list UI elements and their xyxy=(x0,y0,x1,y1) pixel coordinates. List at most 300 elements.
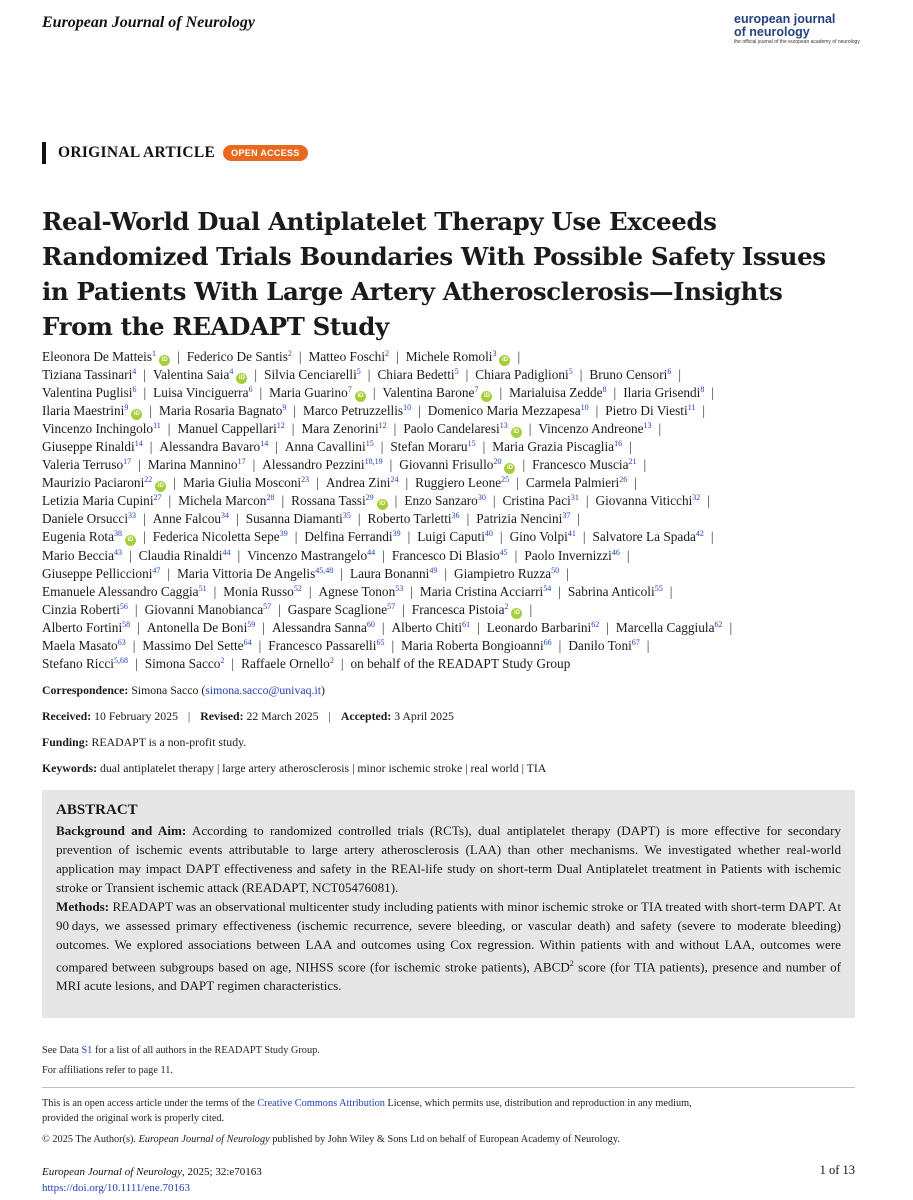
author-separator: | xyxy=(137,619,140,635)
affiliation-number[interactable]: 40 xyxy=(484,529,493,539)
author-name: Giovanni Frisullo xyxy=(399,457,494,473)
abstract-background xyxy=(56,821,841,897)
affiliation-number[interactable]: 61 xyxy=(462,619,471,629)
accepted-date: 3 April 2025 xyxy=(394,709,454,723)
affiliation-number[interactable]: 5,68 xyxy=(114,655,129,665)
author-name: Raffaele Ornello xyxy=(241,655,330,671)
affiliation-number[interactable]: 57 xyxy=(263,601,272,611)
affiliation-number[interactable]: 4 xyxy=(132,367,137,377)
author-separator: | xyxy=(173,475,176,491)
author-line xyxy=(42,438,872,456)
author-name: Ilaria Grisendi xyxy=(623,385,701,401)
affiliation-number[interactable]: 59 xyxy=(247,619,256,629)
author-name: Laura Bonanni xyxy=(349,565,430,581)
affiliation-number[interactable]: 39 xyxy=(279,529,288,539)
author-name: Giuseppe Rinaldi xyxy=(42,439,135,455)
license-note xyxy=(42,1096,692,1126)
author-name: Claudia Rinaldi xyxy=(138,547,223,563)
affiliation-number[interactable]: 2 xyxy=(329,655,334,665)
affiliation-number[interactable]: 57 xyxy=(387,601,396,611)
affiliation-number[interactable]: 8 xyxy=(602,385,607,395)
article-title xyxy=(42,204,862,344)
affiliation-number[interactable]: 17 xyxy=(123,457,132,467)
author-separator: | xyxy=(316,475,319,491)
journal-logo[interactable] xyxy=(734,13,874,46)
affiliation-number[interactable]: 45,48 xyxy=(315,565,334,575)
affiliation-number[interactable]: 2 xyxy=(504,601,509,611)
affiliation-number[interactable]: 17 xyxy=(237,457,246,467)
author-separator: | xyxy=(143,529,146,545)
copyright-journal: European Journal of Neurology xyxy=(138,1134,270,1145)
date-separator: | xyxy=(187,709,191,723)
affiliation-number[interactable]: 11 xyxy=(153,421,161,431)
author-name: Luigi Caputi xyxy=(417,529,485,545)
author-separator: | xyxy=(231,655,235,671)
affiliation-number[interactable]: 6 xyxy=(248,385,253,395)
affiliation-number[interactable]: 45 xyxy=(499,547,508,557)
author-name: Giuseppe Pelliccioni xyxy=(42,565,153,581)
author-separator: | xyxy=(167,421,171,437)
affiliation-number[interactable]: 3 xyxy=(492,349,497,358)
author-separator: | xyxy=(132,637,136,653)
orcid-icon[interactable]: iD xyxy=(155,481,166,492)
author-line xyxy=(42,637,872,655)
author-name: Francesco Passarelli xyxy=(268,637,377,653)
affiliation-number[interactable]: 37 xyxy=(562,511,571,521)
article-type-bar xyxy=(42,142,46,164)
author-name: Michele Romoli xyxy=(405,349,493,364)
footer-journal: European Journal of Neurology xyxy=(42,1166,183,1178)
correspondence-email-link[interactable]: simona.sacco@univaq.it xyxy=(205,683,321,697)
author-separator: | xyxy=(418,403,421,419)
author-name: Tiziana Tassinari xyxy=(42,367,133,383)
author-separator: | xyxy=(410,583,413,599)
author-separator: | xyxy=(278,601,281,617)
author-name: Letizia Maria Cupini xyxy=(42,493,154,509)
affiliation-number[interactable]: 47 xyxy=(152,565,161,575)
orcid-icon[interactable]: iD xyxy=(511,427,522,438)
affiliation-number[interactable]: 9 xyxy=(282,403,287,413)
author-separator: | xyxy=(213,583,217,599)
author-separator: | xyxy=(529,601,533,617)
author-separator: | xyxy=(558,637,562,653)
affiliation-number[interactable]: 22 xyxy=(144,475,153,485)
affiliation-number[interactable]: 36 xyxy=(451,511,460,521)
affiliation-number[interactable]: 56 xyxy=(119,601,128,611)
orcid-icon[interactable]: iD xyxy=(131,409,142,420)
author-name: Mara Zenorini xyxy=(301,421,379,437)
author-name: Gino Volpi xyxy=(509,529,568,545)
author-name: Chiara Bedetti xyxy=(377,367,455,383)
affiliation-number[interactable]: 24 xyxy=(390,475,399,485)
affiliation-number[interactable]: 49 xyxy=(429,565,438,575)
author-name: Gaspare Scaglione xyxy=(287,601,388,617)
methods-text-cont: score (for TIA patients), presence and number of MRI acute lesions, and DAPT regimen characteristics. xyxy=(56,959,841,994)
author-separator: | xyxy=(396,349,399,364)
author-name: Sabrina Anticoli xyxy=(567,583,655,599)
see-data-note xyxy=(42,1045,320,1056)
affiliation-number[interactable]: 51 xyxy=(198,583,207,593)
affiliation-number[interactable]: 11 xyxy=(687,403,696,413)
orcid-icon[interactable]: iD xyxy=(125,535,136,546)
author-separator: | xyxy=(275,439,278,455)
author-line xyxy=(42,655,872,673)
author-name: Chiara Padiglioni xyxy=(475,367,569,383)
article-dates xyxy=(42,709,454,724)
affiliation-number[interactable]: 43 xyxy=(114,547,122,557)
author-name: Leonardo Barbarini xyxy=(486,619,592,635)
author-separator: | xyxy=(357,511,361,527)
author-name: Ilaria Maestrini xyxy=(42,403,125,419)
author-separator: | xyxy=(380,439,384,455)
author-line xyxy=(42,565,872,583)
author-line xyxy=(42,583,872,601)
affiliation-number[interactable]: 27 xyxy=(153,493,162,503)
author-name: Matteo Foschi xyxy=(308,349,386,364)
affiliation-number[interactable]: 41 xyxy=(567,529,576,539)
author-name: Ruggiero Leone xyxy=(415,475,502,491)
supplementary-data-link[interactable]: S1 xyxy=(81,1045,93,1056)
affiliation-number[interactable]: 39 xyxy=(392,529,401,539)
author-separator: | xyxy=(658,421,662,437)
author-separator: | xyxy=(389,457,393,473)
affiliation-number[interactable]: 20 xyxy=(493,457,502,467)
affiliation-number[interactable]: 66 xyxy=(543,637,552,647)
date-separator: | xyxy=(328,709,331,723)
author-name: Daniele Orsucci xyxy=(42,511,129,527)
affiliation-number[interactable]: 9 xyxy=(124,403,129,413)
author-name: Marialuisa Zedde xyxy=(509,385,603,401)
affiliation-number[interactable]: 67 xyxy=(631,637,640,647)
affiliation-number[interactable]: 1 xyxy=(152,349,157,358)
author-separator: | xyxy=(492,493,496,509)
author-name: Salvatore La Spada xyxy=(592,529,696,545)
affiliation-number[interactable]: 13 xyxy=(643,421,652,431)
author-name: Paolo Candelaresi xyxy=(403,421,500,437)
affiliation-number[interactable]: 46 xyxy=(611,547,620,557)
author-separator: | xyxy=(291,421,295,437)
author-separator: | xyxy=(405,475,409,491)
author-separator: | xyxy=(514,547,518,563)
page-number: 1 of 13 xyxy=(819,1163,855,1177)
affiliation-number[interactable]: 54 xyxy=(543,583,552,593)
author-line xyxy=(42,384,872,402)
author-name: Monia Russo xyxy=(223,583,294,599)
author-name: Alberto Fortini xyxy=(42,619,123,635)
title-line: From the READAPT Study xyxy=(42,312,389,341)
author-separator: | xyxy=(626,547,630,563)
affiliation-number[interactable]: 23 xyxy=(301,475,310,485)
author-name: Paolo Invernizzi xyxy=(524,547,612,563)
author-separator: | xyxy=(382,547,385,563)
author-separator: | xyxy=(149,403,153,419)
author-separator: | xyxy=(482,439,486,455)
title-line: Real-World Dual Antiplatelet Therapy Use Exceeds xyxy=(42,207,717,236)
affiliation-number[interactable]: 8 xyxy=(700,385,705,395)
author-separator: | xyxy=(407,529,411,545)
affiliation-number[interactable]: 53 xyxy=(395,583,404,593)
author-name: Eugenia Rota xyxy=(42,529,115,545)
affiliation-number[interactable]: 12 xyxy=(276,421,285,431)
author-name: Anna Cavallini xyxy=(284,439,366,455)
orcid-icon[interactable]: iD xyxy=(511,608,522,619)
creative-commons-link[interactable]: Creative Commons Attribution xyxy=(257,1098,385,1109)
author-name: Cristina Paci xyxy=(502,493,571,509)
affiliation-number[interactable]: 60 xyxy=(366,619,375,629)
author-name: Federica Nicoletta Sepe xyxy=(152,529,280,545)
author-name: Maria Guarino xyxy=(269,385,348,401)
author-separator: | xyxy=(258,637,262,653)
see-data-post: for a list of all authors in the READAPT Study Group. xyxy=(92,1045,320,1056)
affiliation-number[interactable]: 64 xyxy=(243,637,252,647)
logo-line-1: european journal xyxy=(734,12,836,26)
author-separator: | xyxy=(444,565,448,581)
author-name: Luisa Vinciguerra xyxy=(153,385,249,401)
author-name: Michela Marcon xyxy=(178,493,267,509)
author-name: Simona Sacco xyxy=(144,655,221,671)
affiliation-number[interactable]: 55 xyxy=(654,583,663,593)
author-separator: | xyxy=(711,385,715,401)
affiliation-number[interactable]: 18,19 xyxy=(364,457,383,467)
author-name: Emanuele Alessandro Caggia xyxy=(42,583,199,599)
author-separator: | xyxy=(372,385,376,401)
logo-line-2: of neurology xyxy=(734,25,810,39)
article-type xyxy=(42,142,308,164)
affiliation-number[interactable]: 6 xyxy=(667,367,672,377)
author-separator: | xyxy=(566,565,569,581)
author-name: Maria Cristina Acciarri xyxy=(419,583,544,599)
copyright-note xyxy=(42,1134,620,1145)
author-name: Cinzia Roberti xyxy=(42,601,120,617)
doi-link[interactable]: https://doi.org/10.1111/ene.70163 xyxy=(42,1182,190,1194)
affiliation-number[interactable]: 62 xyxy=(714,619,723,629)
orcid-icon[interactable]: iD xyxy=(355,391,366,402)
affiliation-number[interactable]: 5 xyxy=(568,367,573,377)
license-post: License, which permits use, distribution and reproduction in any medium, xyxy=(384,1098,692,1109)
keywords-label: Keywords: xyxy=(42,761,98,775)
author-separator: | xyxy=(595,403,599,419)
affiliation-number[interactable]: 33 xyxy=(128,511,137,521)
author-separator: | xyxy=(477,619,480,635)
author-separator: | xyxy=(522,457,526,473)
copyright-pre: © 2025 The Author(s). xyxy=(42,1134,139,1145)
author-line xyxy=(42,402,872,420)
received-label: Received: xyxy=(42,709,92,723)
affiliation-number[interactable]: 44 xyxy=(367,547,376,557)
author-separator: | xyxy=(298,349,302,364)
author-separator: | xyxy=(391,637,395,653)
affiliation-number[interactable]: 58 xyxy=(122,619,131,629)
keywords-text: dual antiplatelet therapy | large artery atherosclerosis | minor ischemic stroke | real world | TIA xyxy=(100,761,547,775)
title-line: in Patients With Large Artery Atherosclerosis—Insights xyxy=(42,277,783,306)
author-separator: | xyxy=(466,511,470,527)
author-name: Marco Petruzzellis xyxy=(303,403,404,419)
affiliation-number[interactable]: 32 xyxy=(692,493,701,503)
affiliation-number[interactable]: 7 xyxy=(347,385,352,395)
affiliation-number[interactable]: 29 xyxy=(365,493,374,503)
author-name: Patrizia Nencini xyxy=(476,511,563,527)
author-name: Maela Masato xyxy=(42,637,118,653)
author-separator: | xyxy=(516,475,519,491)
orcid-icon[interactable]: iD xyxy=(499,355,510,366)
affiliation-number[interactable]: 2 xyxy=(385,349,390,358)
author-separator: | xyxy=(558,583,561,599)
affiliation-number[interactable]: 10 xyxy=(403,403,412,413)
affiliation-number[interactable]: 13 xyxy=(499,421,508,431)
author-line xyxy=(42,420,872,438)
affiliation-number[interactable]: 31 xyxy=(570,493,579,503)
author-name: Maria Vittoria De Angelis xyxy=(177,565,316,581)
background-text: According to randomized controlled trials (RCTs), dual antiplatelet therapy (DAPT) is more effective for secondary prevention of ischemic events attributable to large artery atherosclerosis (LAA) than other mechanisms. We investigated whether real-world application may impact DAPT effectiveness and safety in the REAl-life study on short-term Dual Antiplatelet treatment in Patients with ischemic stroke or Transient ischemic attack (READAPT, NCT05476081). xyxy=(56,823,841,895)
author-name: Antonella De Boni xyxy=(146,619,248,635)
methods-text: READAPT was an observational multicenter study including patients with minor ischemic stroke or TIA treated with short-term DAPT. At 90 days, we assessed primary effectiveness (ischemic recurrence, severe bleeding, or vascular death) and safety (severe to moderate bleeding) outcomes. We explored associations between LAA and outcomes using Cox regression. Within patients with and without LAA, outcomes were compared between subgroups based on age, NIHSS score (for ischemic stroke patients), ABCD xyxy=(56,899,841,975)
orcid-icon[interactable]: iD xyxy=(377,499,388,510)
author-separator: | xyxy=(129,547,132,563)
author-separator: | xyxy=(381,619,385,635)
author-separator: | xyxy=(613,385,617,401)
author-line xyxy=(42,547,872,565)
affiliation-number[interactable]: 6 xyxy=(132,385,137,395)
affiliation-number[interactable]: 30 xyxy=(477,493,486,503)
author-name: Francesco Di Blasio xyxy=(391,547,500,563)
author-name: Valentina Puglisi xyxy=(42,385,133,401)
author-name: Maurizio Paciaroni xyxy=(42,475,145,491)
author-separator: | xyxy=(499,385,503,401)
affiliation-number[interactable]: 5 xyxy=(356,367,361,377)
affiliation-number[interactable]: 7 xyxy=(474,385,479,395)
correspondence-label: Correspondence: xyxy=(42,683,129,697)
revised-label: Revised: xyxy=(200,709,244,723)
author-name: Carmela Palmieri xyxy=(525,475,620,491)
author-separator: | xyxy=(702,403,706,419)
affiliation-number[interactable]: 28 xyxy=(266,493,275,503)
license-line-1 xyxy=(42,1096,692,1111)
affiliation-number[interactable]: 4 xyxy=(229,367,234,377)
affiliation-number[interactable]: 14 xyxy=(260,439,269,449)
author-separator: | xyxy=(259,385,263,401)
author-name: Enzo Sanzaro xyxy=(404,493,478,509)
author-name: Stefan Moraru xyxy=(390,439,468,455)
affiliations-note: For affiliations refer to page 11. xyxy=(42,1065,173,1076)
author-separator: | xyxy=(669,583,673,599)
affiliation-number[interactable]: 52 xyxy=(293,583,302,593)
author-line xyxy=(42,456,872,474)
author-separator: | xyxy=(465,367,469,383)
author-separator: | xyxy=(138,457,141,473)
author-name: Maria Grazia Piscaglia xyxy=(492,439,615,455)
correspondence xyxy=(42,683,325,698)
author-separator: | xyxy=(134,601,138,617)
author-name: Vincenzo Andreone xyxy=(538,421,644,437)
affiliation-number[interactable]: 25 xyxy=(501,475,510,485)
license-line-2: provided the original work is properly cited. xyxy=(42,1113,225,1124)
author-name: Andrea Zini xyxy=(325,475,391,491)
affiliation-number[interactable]: 5 xyxy=(454,367,459,377)
author-separator: | xyxy=(143,511,146,527)
author-name: Francesco Muscia xyxy=(532,457,629,473)
revised-date: 22 March 2025 xyxy=(246,709,319,723)
received-date: 10 February 2025 xyxy=(94,709,178,723)
footer-citation-line xyxy=(42,1164,262,1180)
affiliation-number[interactable]: 63 xyxy=(117,637,126,647)
author-name: Domenico Maria Mezzapesa xyxy=(427,403,581,419)
affiliation-number[interactable]: 10 xyxy=(580,403,589,413)
author-name: Federico De Santis xyxy=(186,349,288,364)
author-separator: | xyxy=(149,439,153,455)
affiliation-number[interactable]: 14 xyxy=(134,439,143,449)
author-separator: | xyxy=(254,367,258,383)
author-separator: | xyxy=(629,439,632,455)
author-name: Francesca Pistoia xyxy=(411,601,505,617)
author-name: Susanna Diamanti xyxy=(245,511,343,527)
author-separator: | xyxy=(729,619,733,635)
affiliation-number[interactable]: 50 xyxy=(551,565,560,575)
affiliation-number[interactable]: 38 xyxy=(114,529,123,539)
affiliation-number[interactable]: 2 xyxy=(287,349,292,358)
affiliation-number[interactable]: 42 xyxy=(695,529,704,539)
affiliation-number[interactable]: 35 xyxy=(342,511,351,521)
author-separator: | xyxy=(167,565,171,581)
affiliation-number[interactable]: 44 xyxy=(222,547,231,557)
affiliation-number[interactable]: 2 xyxy=(220,655,225,665)
author-name: Giovanna Viticchi xyxy=(595,493,693,509)
author-name: Anne Falcou xyxy=(152,511,222,527)
author-name: Silvia Cenciarelli xyxy=(264,367,357,383)
author-name: Valentina Saia xyxy=(152,367,230,383)
author-separator: | xyxy=(236,511,239,527)
orcid-icon[interactable]: iD xyxy=(236,373,247,384)
orcid-icon[interactable]: iD xyxy=(159,355,170,366)
affiliation-number[interactable]: 12 xyxy=(378,421,387,431)
author-name: Alberto Chiti xyxy=(391,619,463,635)
author-name: Rossana Tassi xyxy=(291,493,366,509)
author-separator: | xyxy=(252,457,256,473)
affiliation-number[interactable]: 21 xyxy=(628,457,637,467)
abstract-heading: ABSTRACT xyxy=(56,802,138,818)
author-name: Marina Mannino xyxy=(147,457,238,473)
author-name: Giampietro Ruzza xyxy=(454,565,552,581)
author-name: Manuel Cappellari xyxy=(177,421,277,437)
affiliation-number[interactable]: 16 xyxy=(614,439,623,449)
author-name: Maria Roberta Bongioanni xyxy=(401,637,544,653)
methods-label: Methods: xyxy=(56,899,110,914)
author-separator: | xyxy=(394,493,398,509)
orcid-icon[interactable]: iD xyxy=(481,391,492,402)
open-access-badge[interactable]: OPEN ACCESS xyxy=(223,145,307,161)
abstract-box xyxy=(42,790,855,1018)
author-separator: | xyxy=(710,529,714,545)
affiliation-number[interactable]: 34 xyxy=(221,511,230,521)
affiliation-number[interactable]: 26 xyxy=(619,475,628,485)
affiliation-number[interactable]: 62 xyxy=(591,619,600,629)
funding-text: READAPT is a non-profit study. xyxy=(91,735,247,749)
author-separator: | xyxy=(634,475,637,491)
license-pre: This is an open access article under the terms of the xyxy=(42,1098,258,1109)
article-type-label: ORIGINAL ARTICLE xyxy=(58,144,216,161)
author-separator: | xyxy=(281,493,285,509)
orcid-icon[interactable]: iD xyxy=(504,463,515,474)
author-line xyxy=(42,601,872,619)
affiliation-number[interactable]: 15 xyxy=(467,439,476,449)
affiliation-number[interactable]: 65 xyxy=(376,637,385,647)
author-line xyxy=(42,492,872,510)
running-header-journal: European Journal of Neurology xyxy=(42,14,255,31)
affiliation-number[interactable]: 15 xyxy=(365,439,374,449)
copyright-post: published by John Wiley & Sons Ltd on behalf of European Academy of Neurology. xyxy=(269,1134,620,1145)
author-name: Vincenzo Inchingolo xyxy=(42,421,154,437)
author-line xyxy=(42,528,872,546)
author-name: Massimo Del Sette xyxy=(142,637,244,653)
